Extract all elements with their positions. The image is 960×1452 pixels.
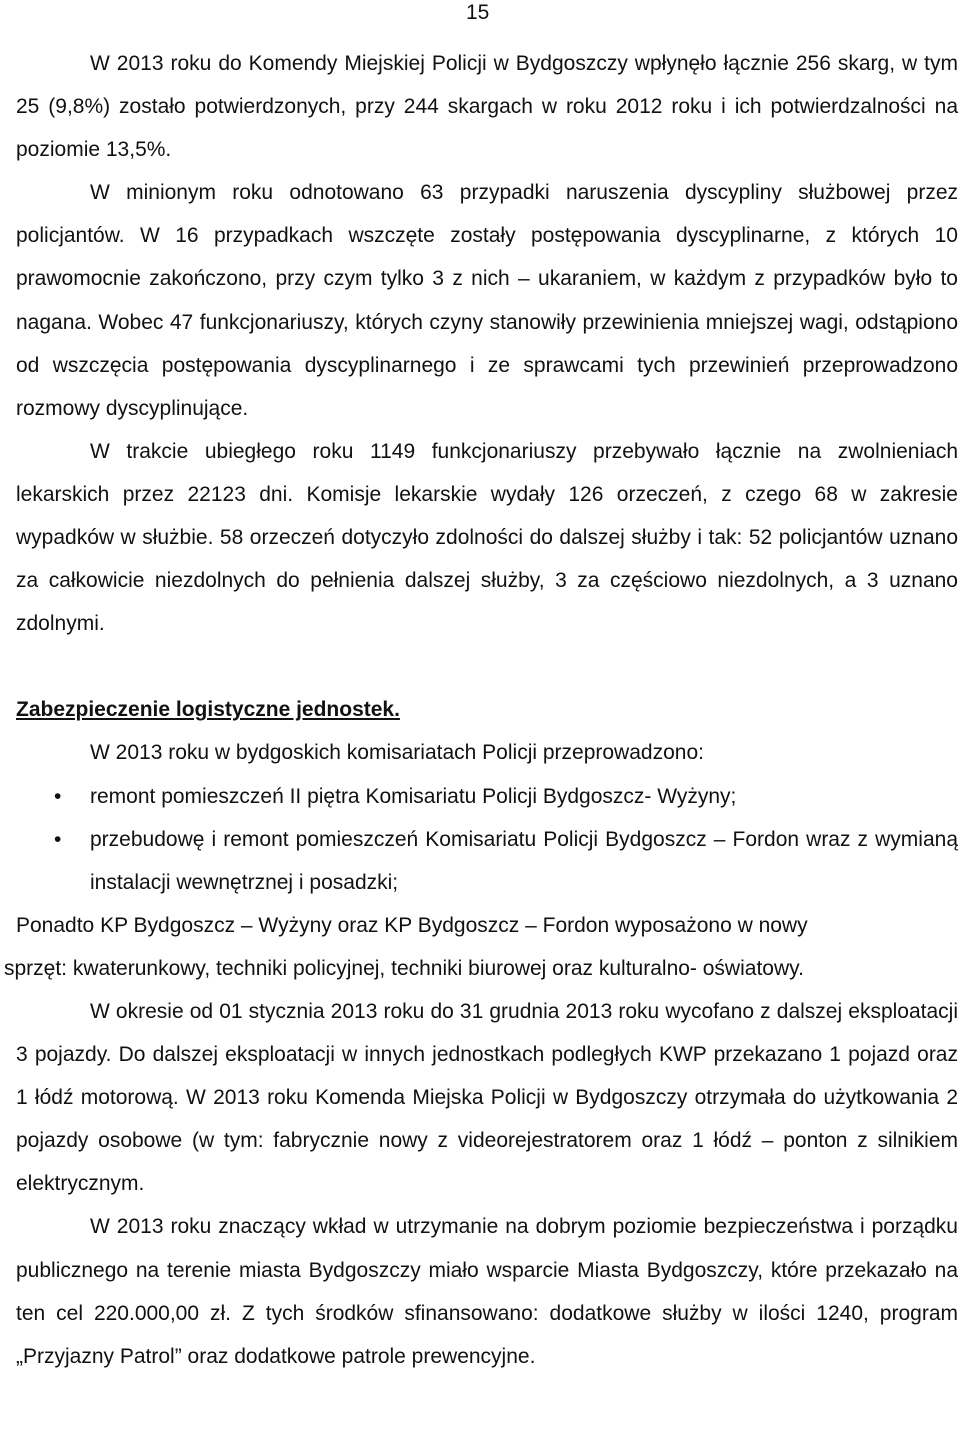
section-heading-logistics: Zabezpieczenie logistyczne jednostek. [16, 698, 400, 722]
paragraph-discipline: W minionym roku odnotowano 63 przypadki naruszenia dyscypliny służbowej przez policjantów. W 16 przypadkach wszczęte zostały postępowania dyscyplinarne, z których 10 prawomocnie zakończono, przy czym tylko 3 z nich – ukaraniem, w każdym z przypadków było to nagana. Wobec 47 funkcjonariuszy, których czyny stanowiły przewinienia mniejszej wagi, odstąpiono od wszczęcia postępowania dyscyplinarnego i ze sprawcami tych przewinień przeprowadzono rozmowy dyscyplinujące. [16, 181, 958, 420]
list-item [16, 818, 958, 904]
paragraph-complaints: W 2013 roku do Komendy Miejskiej Policji w Bydgoszczy wpłynęło łącznie 256 skarg, w tym 25 (9,8%) zostało potwierdzonych, przy 244 skargach w roku 2012 roku i ich potwierdzalności na poziomie 13,5%. [16, 52, 958, 162]
bullet-icon: • [54, 827, 62, 851]
list-item [16, 775, 958, 818]
page-number: 15 [466, 1, 490, 24]
paragraph-sick-leave: W trakcie ubiegłego roku 1149 funkcjonariuszy przebywało łącznie na zwolnieniach lekarskich przez 22123 dni. Komisje lekarskie wydały 126 orzeczeń, z czego 68 w zakresie wypadków w służbie. 58 orzeczeń dotyczyło zdolności do dalszej służby i tak: 52 policjantów uznano za całkowicie niezdolnych do pełnienia dalszej służby, 3 za częściowo niezdolnych, a 3 uznano zdolnymi. [16, 439, 958, 636]
paragraph-equipment-line2: sprzęt: kwaterunkowy, techniki policyjnej, techniki biurowej oraz kulturalno- oświatowy. [4, 956, 804, 980]
document-body [4, 42, 958, 1378]
paragraph-equipment-line1: Ponadto KP Bydgoszcz – Wyżyny oraz KP Bydgoszcz – Fordon wyposażono w nowy [16, 913, 808, 937]
list-item-text: remont pomieszczeń II piętra Komisariatu Policji Bydgoszcz- Wyżyny; [90, 784, 737, 808]
list-item-text: przebudowę i remont pomieszczeń Komisariatu Policji Bydgoszcz – Fordon wraz z wymianą instalacji wewnętrznej i posadzki; [90, 827, 958, 894]
paragraph-city-support: W 2013 roku znaczący wkład w utrzymanie na dobrym poziomie bezpieczeństwa i porządku publicznego na terenie miasta Bydgoszczy miało wsparcie Miasta Bydgoszczy, które przekazało na ten cel 220.000,00 zł. Z tych środków sfinansowano: dodatkowe służby w ilości 1240, program „Przyjazny Patrol” oraz dodatkowe patrole prewencyjne. [16, 1215, 958, 1368]
paragraph-renovations-intro: W 2013 roku w bydgoskich komisariatach Policji przeprowadzono: [90, 741, 704, 765]
paragraph-vehicles: W okresie od 01 stycznia 2013 roku do 31 grudnia 2013 roku wycofano z dalszej eksploatacji 3 pojazdy. Do dalszej eksploatacji w innych jednostkach podległych KWP przekazano 1 pojazd oraz 1 łódź motorową. W 2013 roku Komenda Miejska Policji w Bydgoszczy otrzymała do użytkowania 2 pojazdy osobowe (w tym: fabrycznie nowy z videorejestratorem oraz 1 łódź – ponton z silnikiem elektrycznym. [16, 999, 958, 1196]
bullet-icon: • [54, 784, 62, 808]
renovations-list [16, 775, 958, 904]
